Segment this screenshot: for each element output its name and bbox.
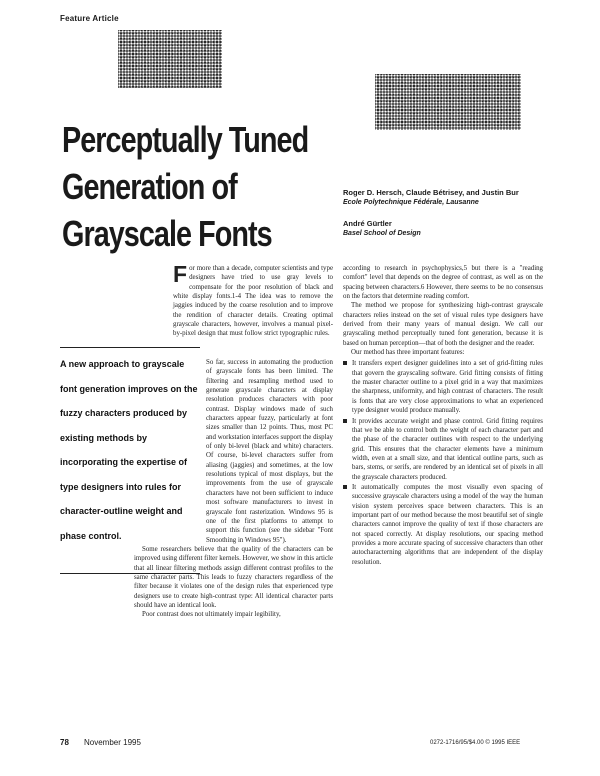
body-intro xyxy=(173,261,333,339)
paragraph: Some researchers believe that the quality of the characters can be improved using different filter kernels. However, we show in this article that all linear filtering methods assign different contrast profiles to the same character parts. This leads to fuzzy characters regardless of the filter because it violates one of the design rules that experienced type designers use to create high-contrast type: All identical character parts should have an identical look. xyxy=(134,545,333,609)
halftone-image-right xyxy=(375,74,521,130)
title-line: Grayscale Fonts xyxy=(62,213,272,254)
issue-date: November 1995 xyxy=(84,738,141,747)
author-block xyxy=(343,188,519,239)
list-item: It transfers expert designer guidelines into a set of grid-fitting rules that govern the grayscaling software. Grid fitting consists of fitting the master character outline to a pixel grid in a way that maximizes the sharpness, uniformity, and high contrast of characters. The result is fonts that are very close approximations to what an experienced type designer would produce manually. xyxy=(343,359,543,415)
section-tag: Feature Article xyxy=(60,14,119,23)
paragraph: Poor contrast does not ultimately impair legibility, xyxy=(142,611,281,619)
body-column-2 xyxy=(134,358,333,620)
pull-quote: A new approach to grayscale font generation improves on the fuzzy characters produced by existing methods by incorporating the expertise of type designers into rules for character-outline weight and phase control. xyxy=(60,359,198,541)
drop-cap: F xyxy=(173,261,188,287)
feature-list xyxy=(343,359,543,567)
copyright-code: 0272-1716/95/$4.00 © 1995 IEEE xyxy=(430,740,521,746)
author-affiliation: Basel School of Design xyxy=(343,230,421,237)
halftone-image-left xyxy=(118,30,222,88)
paragraph: Our method has three important features: xyxy=(351,349,465,357)
body-column-3 xyxy=(343,264,543,568)
paragraph: according to research in psychophysics,5 but there is a "reading comfort" level that depends on the degree of contrast, as well as on the spacing between characters.6 However, there seems to be no consensus on the factors that determine reading comfort. xyxy=(343,265,543,301)
list-item: It provides accurate weight and phase control. Grid fitting requires that we be able to control both the weight of each character part and the phase of the character outlines with respect to the underlying grid. This ensures that the character elements have a minimum width, even at a small size, and that identical outline parts, such as bars, stems, or serifs, are rendered by an identical set of pixels in all the grayscale characters produced. xyxy=(343,417,543,482)
intro-paragraph: or more than a decade, computer scientists and type designers have tried to use gray levels to compensate for the poor resolution of black and white display fonts.1-4 The idea was to remove the jaggies induced by the coarse resolution and to improve the rendition of character details. Creating optimal grayscale characters, however, involves a manual pixel-by-pixel design that must follow strict typographic rules. xyxy=(173,265,333,338)
author-names: André Gürtler xyxy=(343,219,392,228)
article-title xyxy=(62,116,309,257)
title-line: Perceptually Tuned xyxy=(62,119,309,160)
pull-quote-rule-top xyxy=(60,347,200,348)
title-line: Generation of xyxy=(62,166,237,207)
paragraph: The method we propose for synthesizing high-contrast grayscale characters relies instead on the set of visual rules type designers have derived from their many years of manual design. We call our grayscaling method perceptually tuned font generation, because it is based on human perception—that of both the designer and the reader. xyxy=(343,302,543,347)
author-names: Roger D. Hersch, Claude Bétrisey, and Justin Bur xyxy=(343,188,519,197)
paragraph: So far, success in automating the production of grayscale fonts has been limited. The filtering and resampling method used to generate grayscale characters at display resolution produces characters with poor contrast. Display windows made of such characters appear fuzzy, particularly at font sizes smaller than 12 points. Thus, most PC and workstation interfaces support the display of only bi-level (black and white) characters. Of course, bi-level characters suffer from aliasing (jaggies) and sometimes, at the low resolutions typical of most displays, but the improvements from the use of grayscale characters have not been sufficient to induce most software manufacturers to invest in grayscale font rasterization. Windows 95 is one of the first platforms to attempt to support this function (see the sidebar "Font Smoothing in Windows 95"). xyxy=(206,359,333,544)
author-affiliation: Ecole Polytechnique Fédérale, Lausanne xyxy=(343,199,479,206)
page-number: 78 xyxy=(60,738,69,747)
list-item: It automatically computes the most visually even spacing of successive grayscale characters using a model of the way the human vision system perceives space between characters. This is an important part of our method because the most beautiful set of single characters cannot improve the quality of text if those characters are not spaced correctly. At display resolutions, our spacing method provides a more accurate spacing of successive characters than other autocharacterning algorithms that are independent of the display resolution. xyxy=(343,483,543,567)
